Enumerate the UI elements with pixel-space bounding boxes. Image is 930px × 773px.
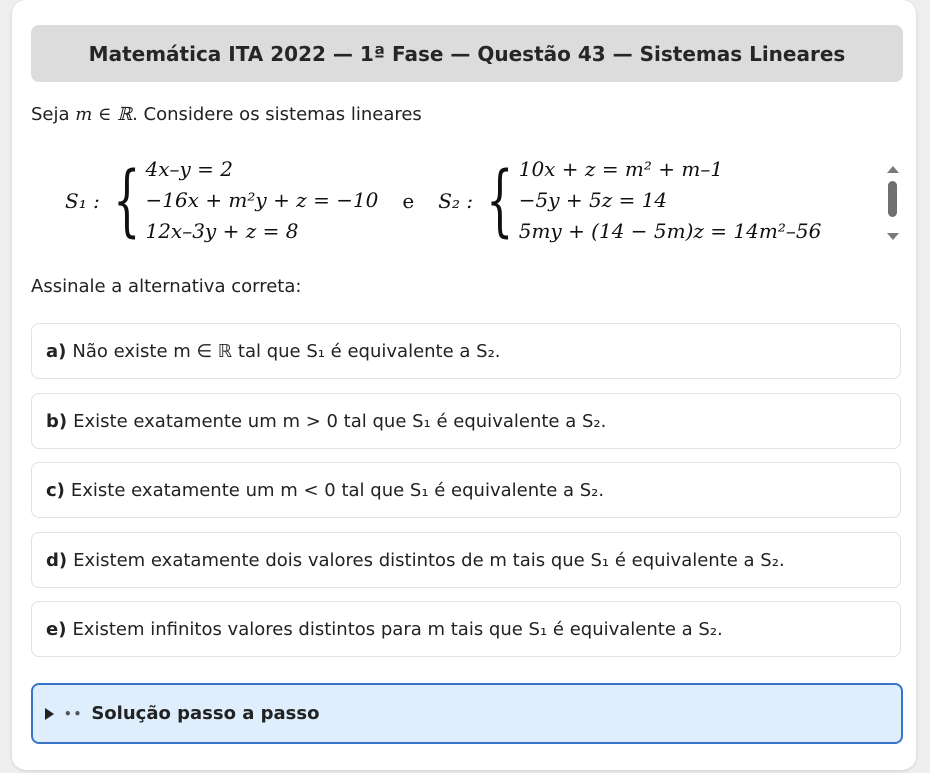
solution-label: Solução passo a passo bbox=[91, 703, 320, 724]
option-text: Existe exatamente um m < 0 tal que S₁ é equivalente a S₂. bbox=[70, 479, 605, 501]
s2-label: S₂ : bbox=[438, 188, 474, 213]
s2-eq-2: −5y + 5z = 14 bbox=[518, 188, 668, 212]
question-card bbox=[12, 0, 916, 770]
option-b[interactable] bbox=[31, 393, 901, 449]
s1-label: S₁ : bbox=[65, 188, 100, 213]
option-d[interactable] bbox=[31, 532, 901, 588]
option-letter: d) bbox=[46, 549, 68, 571]
option-letter: a) bbox=[46, 340, 67, 362]
systems-scrollbar[interactable] bbox=[884, 162, 900, 244]
solution-toggle[interactable] bbox=[31, 683, 903, 744]
systems-separator: e bbox=[402, 188, 415, 213]
intro-suffix: . Considere os sistemas lineares bbox=[132, 104, 422, 125]
s1-equations bbox=[145, 154, 378, 247]
eyes-icon: •• bbox=[64, 706, 84, 721]
question-prompt: Assinale a alternativa correta: bbox=[31, 276, 302, 297]
option-text: Existem exatamente dois valores distintos de m tais que S₁ é equivalente a S₂. bbox=[73, 549, 785, 571]
scrollbar-thumb[interactable] bbox=[888, 181, 897, 217]
s1-eq-3: 12x–3y + z = 8 bbox=[145, 219, 299, 243]
option-e[interactable] bbox=[31, 601, 901, 657]
expand-triangle-icon bbox=[45, 708, 54, 720]
intro-math: m ∈ ℝ bbox=[75, 104, 133, 125]
option-letter: c) bbox=[46, 479, 65, 501]
s2-equations bbox=[519, 154, 822, 247]
option-letter: b) bbox=[46, 410, 68, 432]
scroll-down-arrow-icon[interactable] bbox=[887, 233, 899, 240]
s2-eq-1: 10x + z = m² + m–1 bbox=[518, 157, 724, 181]
intro-text bbox=[31, 104, 422, 125]
linear-systems bbox=[31, 150, 903, 254]
brace-icon: { bbox=[112, 155, 141, 246]
s1-eq-1: 4x–y = 2 bbox=[145, 157, 233, 181]
option-a[interactable] bbox=[31, 323, 901, 379]
option-text: Não existe m ∈ ℝ tal que S₁ é equivalente a S₂. bbox=[72, 340, 501, 362]
option-text: Existe exatamente um m > 0 tal que S₁ é equivalente a S₂. bbox=[73, 410, 607, 432]
scroll-up-arrow-icon[interactable] bbox=[887, 166, 899, 173]
option-text: Existem infinitos valores distintos para m tais que S₁ é equivalente a S₂. bbox=[72, 618, 723, 640]
s2-eq-3: 5my + (14 − 5m)z = 14m²–56 bbox=[518, 219, 822, 243]
option-c[interactable] bbox=[31, 462, 901, 518]
brace-icon: { bbox=[486, 155, 514, 246]
intro-prefix: Seja bbox=[31, 104, 76, 125]
s1-eq-2: −16x + m²y + z = −10 bbox=[145, 188, 379, 212]
systems-row bbox=[65, 154, 821, 247]
question-title: Matemática ITA 2022 — 1ª Fase — Questão 43 — Sistemas Lineares bbox=[31, 25, 903, 82]
option-letter: e) bbox=[46, 618, 67, 640]
